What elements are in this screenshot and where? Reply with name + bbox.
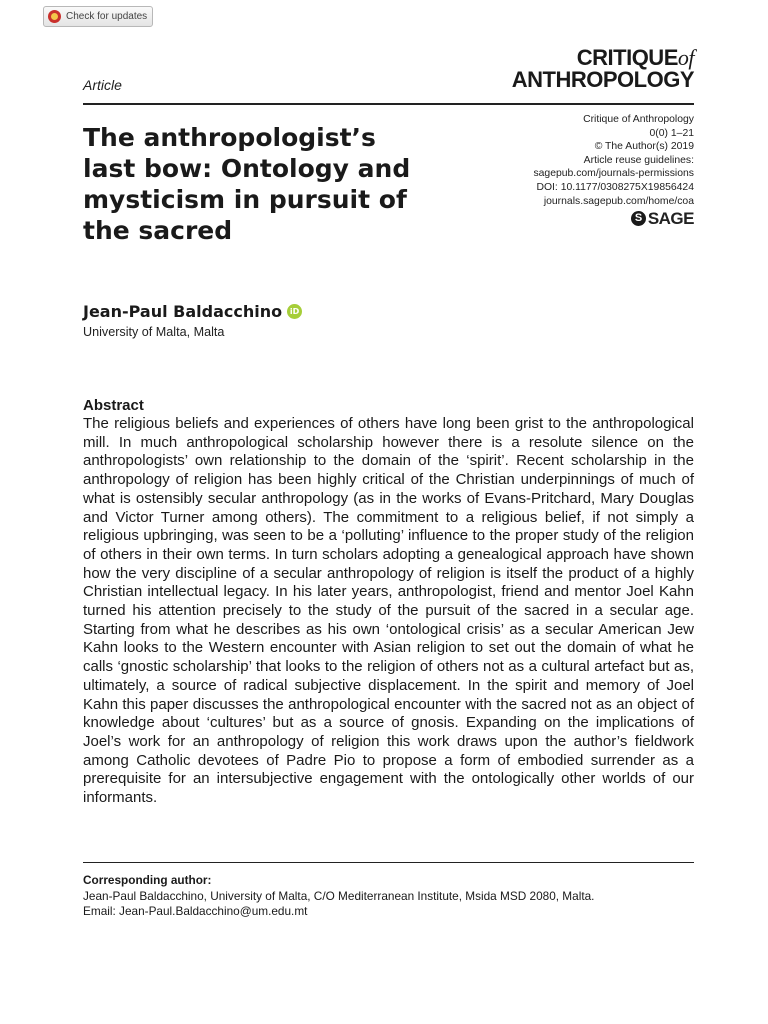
journal-url[interactable]: journals.sagepub.com/home/coa: [543, 195, 694, 207]
corresponding-address: Jean-Paul Baldacchino, University of Malta, C/O Mediterranean Institute, Msida MSD 2080, Malta.: [83, 888, 595, 903]
corresponding-heading: Corresponding author:: [83, 873, 212, 887]
author-affiliation: University of Malta, Malta: [83, 325, 225, 339]
crossmark-icon: [48, 10, 61, 23]
orcid-icon[interactable]: iD: [287, 304, 302, 319]
corresponding-author: [83, 873, 694, 920]
copyright: © The Author(s) 2019: [594, 141, 694, 153]
reuse-link[interactable]: sagepub.com/journals-permissions: [533, 168, 694, 180]
author-block: [83, 302, 302, 321]
reuse-label: Article reuse guidelines:: [583, 154, 694, 166]
author-name: Jean-Paul Baldacchino: [83, 302, 283, 321]
publisher-name: SAGE: [647, 208, 694, 228]
corresponding-email[interactable]: Email: Jean-Paul.Baldacchino@um.edu.mt: [83, 904, 308, 918]
logo-of: of: [677, 45, 694, 70]
article-type-label: Article: [83, 77, 122, 93]
doi[interactable]: DOI: 10.1177/0308275X19856424: [536, 181, 694, 193]
publisher-logo: [474, 208, 694, 228]
abstract-text: The religious beliefs and experiences of others have long been grist to the anthropological mill. In much anthropological scholarship however there is a resolute silence on the anthropologists’ own relationship to the domain of the ‘spirit’. Recent scholarship in the anthropology of religion has been highly critical of the Christian underpinnings of much of what is ostensibly secular anthropology (as in the works of Evans-Pritchard, Mary Douglas and Victor Turner among others). The commitment to a religious belief, if not simply a religious upbringing, was seen to be a ‘polluting’ influence to the proper study of the religion of others in their own terms. In turn scholars adopting a genealogical approach have shown how the very discipline of a secular anthropology of religion is itself the product of a highly Christian intellectual legacy. In his later years, anthropologist, friend and mentor Joel Kahn turned his attention precisely to the study of the pursuit of the sacred in a secular age. Starting from what he describes as his own ‘ontological crisis’ as a secular American Jew Kahn looks to the Western encounter with Asian religion to set out the domain of what he calls ‘gnostic scholarship’ that looks to the religion of others not as a cultural artefact but as, ultimately, a source of radical subjective displacement. In the spirit and memory of Joel Kahn this paper discusses the anthropological encounter with the sacred not as an object of knowledge about ‘cultures’ but as a source of gnosis. Expanding on the implications of Joel’s work for an anthropology of religion this work draws upon the author’s fieldwork among Catholic devotees of Padre Pio to propose a form of embodied surrender as a prerequisite for an intersubjective engagement with the ontologically other worlds of our informants.: [83, 415, 694, 807]
check-for-updates-button[interactable]: [43, 6, 153, 27]
issue-info: 0(0) 1–21: [649, 127, 694, 139]
footnote-divider: [83, 862, 694, 863]
header-divider: [83, 103, 694, 105]
logo-anthropology: ANTHROPOLOGY: [511, 67, 694, 92]
sage-icon: S: [631, 211, 646, 226]
article-title: The anthropologist’s last bow: Ontology and mysticism in pursuit of the sacred: [83, 123, 411, 245]
abstract-heading: Abstract: [83, 397, 144, 414]
journal-logo: [512, 47, 694, 91]
check-for-updates-label: Check for updates: [66, 11, 148, 22]
journal-name: Critique of Anthropology: [583, 114, 694, 125]
logo-critique: CRITIQUE: [576, 45, 678, 70]
publication-metadata: [474, 113, 694, 226]
